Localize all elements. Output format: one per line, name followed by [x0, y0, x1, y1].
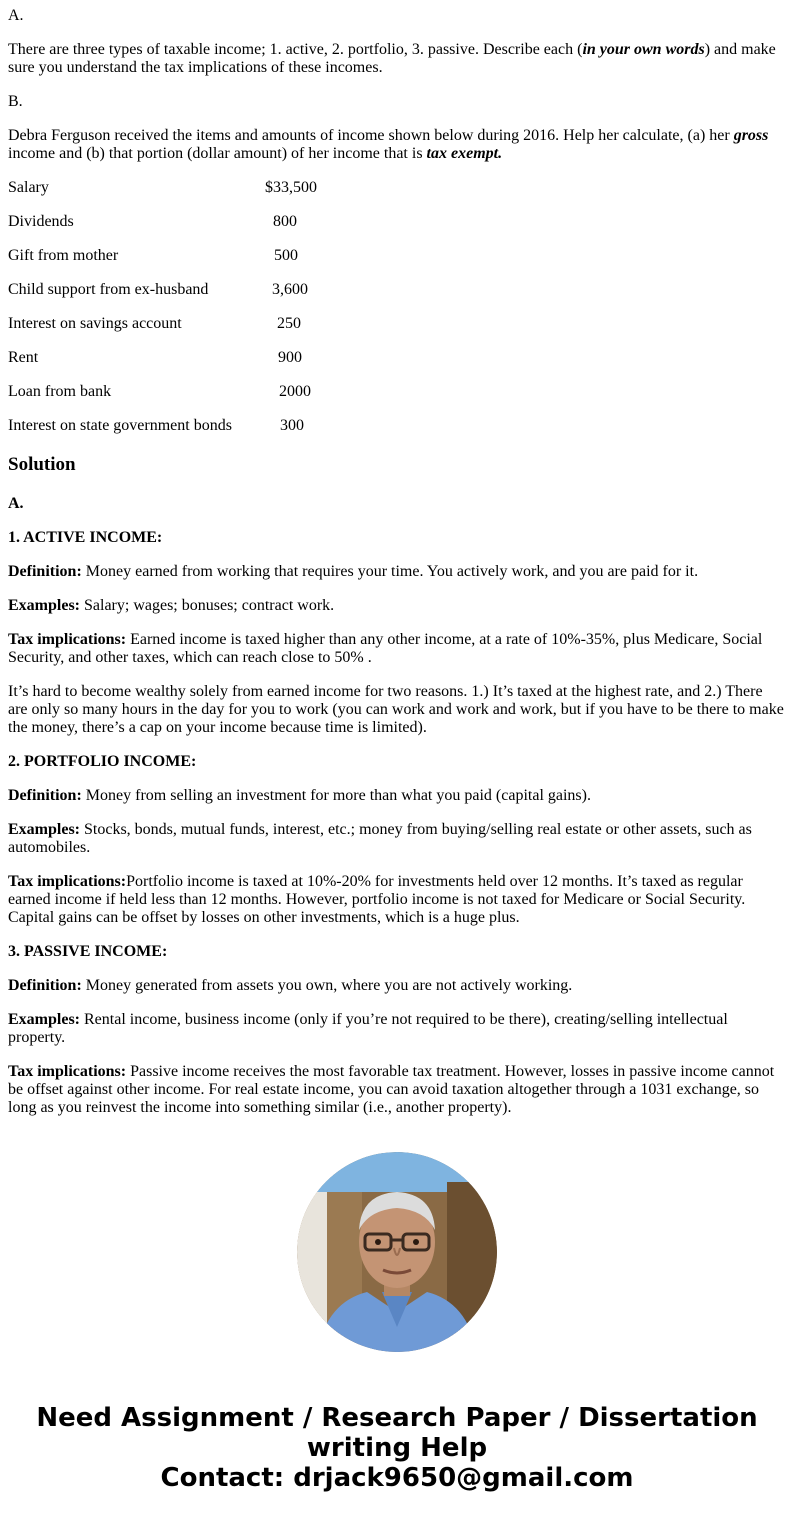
- contact-email: Contact: drjack9650@gmail.com: [160, 1463, 634, 1493]
- question-b-text: Debra Ferguson received the items and amounts of income shown below during 2016. Help her calculate, (a) her gross income and (b) that portion (dollar amount) of her income that is tax exempt.: [8, 127, 769, 162]
- contact-banner: [0, 1403, 794, 1493]
- income-row: Gift from mother 500: [8, 247, 298, 264]
- portfolio-income-title: 2. PORTFOLIO INCOME:: [8, 753, 197, 770]
- passive-examples: Examples: Rental income, business income (only if you’re not required to be there), creating/selling intellectual property.: [8, 1011, 728, 1046]
- promo-text: Need Assignment / Research Paper / Dissertation writing Help: [36, 1403, 758, 1463]
- question-a-text: There are three types of taxable income; 1. active, 2. portfolio, 3. passive. Describe each (in your own words) and make sure you understand the tax implications of these incomes.: [8, 41, 776, 76]
- income-row: Dividends 800: [8, 213, 297, 230]
- portfolio-definition: Definition: Money from selling an investment for more than what you paid (capital gains).: [8, 787, 591, 804]
- active-examples: Examples: Salary; wages; bonuses; contract work.: [8, 597, 335, 614]
- income-row: Salary $33,500: [8, 179, 317, 196]
- active-income-title: 1. ACTIVE INCOME:: [8, 529, 163, 546]
- question-a-label: A.: [8, 7, 24, 24]
- income-list: [8, 179, 786, 435]
- active-tax: Tax implications: Earned income is taxed higher than any other income, at a rate of 10%-35%, plus Medicare, Social Security, and other taxes, which can reach close to 50% .: [8, 631, 763, 666]
- portfolio-tax: Tax implications:Portfolio income is taxed at 10%-20% for investments held over 12 months. It’s taxed as regular earned income if held less than 12 months. However, portfolio income is not taxed for Medicare or Social Security. Capital gains can be offset by losses on other investments, which is a huge plus.: [8, 873, 746, 926]
- question-b-label: B.: [8, 93, 23, 110]
- income-row: Child support from ex-husband 3,600: [8, 281, 308, 298]
- solution-part-label: A.: [8, 495, 24, 512]
- solution-heading: Solution: [8, 454, 76, 475]
- passive-income-title: 3. PASSIVE INCOME:: [8, 943, 168, 960]
- portfolio-examples: Examples: Stocks, bonds, mutual funds, interest, etc.; money from buying/selling real estate or other assets, such as automobiles.: [8, 821, 752, 856]
- portrait-image: [297, 1152, 497, 1352]
- active-definition: Definition: Money earned from working that requires your time. You actively work, and you are paid for it.: [8, 563, 699, 580]
- passive-definition: Definition: Money generated from assets you own, where you are not actively working.: [8, 977, 573, 994]
- active-extra: It’s hard to become wealthy solely from earned income for two reasons. 1.) It’s taxed at the highest rate, and 2.) There are only so many hours in the day for you to work (you can work and work and work, but if you have to be there to make the money, there’s a cap on your income because time is limited).: [8, 683, 784, 736]
- avatar: [297, 1152, 497, 1352]
- income-row: Interest on state government bonds 300: [8, 417, 304, 434]
- income-row: Interest on savings account 250: [8, 315, 301, 332]
- passive-tax: Tax implications: Passive income receives the most favorable tax treatment. However, losses in passive income cannot be offset against other income. For real estate income, you can avoid taxation altogether through a 1031 exchange, so long as you reinvest the income into something similar (i.e., another property).: [8, 1063, 775, 1116]
- income-row: Rent 900: [8, 349, 302, 366]
- income-row: Loan from bank 2000: [8, 383, 311, 400]
